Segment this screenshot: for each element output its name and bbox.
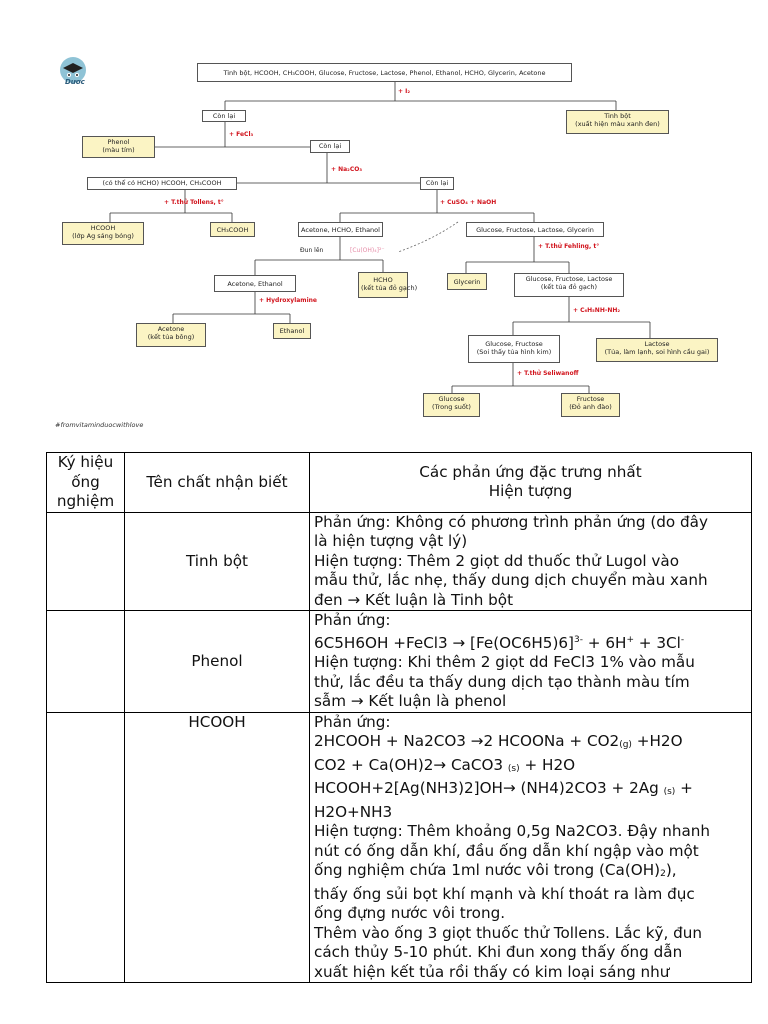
reaction-cell: Phản ứng: 6C5H6OH +FeCl3 → $[Fe(OC6H5)6]^{3-} + 6H^+ + 3Cl^-$ Hiện tượng: Khi thêm 2 giọt dd FeCl3 1% vào mẫu thử, lắc đều ta thấy dung dịch tạo thành màu tím sẫm → Kết luận là phenol bbox=[310, 611, 752, 713]
conlai-2-box: Còn lại bbox=[310, 140, 350, 153]
reagent-fecl3: + FeCl₃ bbox=[229, 131, 254, 138]
ch3cooh-result-box: CH₃COOH bbox=[210, 222, 255, 237]
glucose-result-box: Glucose (Trong suốt) bbox=[423, 393, 480, 417]
substance-cell: HCOOH bbox=[125, 712, 310, 983]
fructose-result-box: Fructose (Đỏ anh đào) bbox=[561, 393, 620, 417]
ethanol-result-box: Ethanol bbox=[273, 323, 311, 339]
table-row bbox=[47, 512, 752, 611]
acetone-hcho-ethanol-box: Acetone, HCHO, Ethanol bbox=[298, 222, 383, 237]
copper-complex-label: [Cu(OH)₄]²⁻ bbox=[350, 247, 385, 254]
glucose-fructose-lactose-box: Glucose, Fructose, Lactose (kết tủa đỏ gạch) bbox=[514, 273, 624, 297]
substance-cell: Tinh bột bbox=[125, 512, 310, 611]
tube-cell bbox=[47, 611, 125, 713]
phenol-result-box: Phenol (màu tím) bbox=[82, 136, 155, 158]
reaction-cell: Phản ứng: 2HCOOH + Na2CO3 →2 HCOONa + $CO2_{(g)} +H2O$ CO2 + Ca(OH)2→ CaCO3 $_{(s)}$ + H2O HCOOH+2[Ag(NH3)2]OH→ (NH4)2CO3 + 2Ag $_{(s)}$ + H2O+NH3 Hiện tượng: Thêm khoảng 0,5g Na2CO3. Đậy nhanh nút có ống dẫn khí, đầu ống dẫn khí ngập vào một ống nghiệm chứa 1ml nước vôi trong $(Ca(OH)_2)$, thấy ống sủi bọt khí mạnh và khí thoát ra làm đục ống đựng nước vôi trong. Thêm vào ống 3 giọt thuốc thử Tollens. Lắc kỹ, đun cách thủy 5-10 phút. Khi đun xong thấy ống dẫn xuất hiện kết tủa rồi thấy có kim loại sáng như bbox=[310, 712, 752, 983]
heat-label: Đun lên bbox=[300, 247, 324, 254]
reagent-cuso4-naoh: + CuSO₄ + NaOH bbox=[440, 199, 497, 206]
header-tube-symbol: Ký hiệu ống nghiệm bbox=[47, 453, 125, 513]
glycerin-result-box: Glycerin bbox=[447, 273, 487, 290]
conlai-3-box: Còn lại bbox=[420, 177, 454, 190]
reagent-hydroxylamine: + Hydroxylamine bbox=[259, 297, 317, 304]
sugar-glycerin-box: Glucose, Fructose, Lactose, Glycerin bbox=[466, 222, 604, 237]
root-box: Tinh bột, HCOOH, CH₃COOH, Glucose, Fructose, Lactose, Phenol, Ethanol, HCHO, Glycerin, Acetone bbox=[197, 63, 572, 82]
reaction-table bbox=[46, 452, 752, 983]
table-header-row bbox=[47, 453, 752, 513]
reagent-tollens: + T.thử Tollens, t° bbox=[164, 199, 224, 206]
substance-cell: Phenol bbox=[125, 611, 310, 713]
reagent-i2: + I₂ bbox=[398, 88, 410, 95]
hashtag-footer: #fromvitaminduocwithlove bbox=[55, 421, 144, 429]
acetone-ethanol-box: Acetone, Ethanol bbox=[214, 275, 296, 292]
hcooh-result-box: HCOOH (lớp Ag sáng bóng) bbox=[62, 222, 144, 245]
identification-flowchart bbox=[0, 0, 768, 440]
conlai-1-box: Còn lại bbox=[202, 110, 246, 122]
glucose-fructose-box: Glucose, Fructose (Soi thấy tủa hình kim) bbox=[468, 335, 560, 363]
header-reactions: Các phản ứng đặc trưng nhất Hiện tượng bbox=[310, 453, 752, 513]
reagent-seliwanoff: + T.thử Seliwanoff bbox=[517, 370, 579, 377]
lactose-result-box: Lactose (Tủa, làm lạnh, soi hình cầu gai) bbox=[596, 338, 718, 362]
reagent-fehling: + T.thử Fehling, t° bbox=[538, 243, 600, 250]
tube-cell bbox=[47, 712, 125, 983]
table-row bbox=[47, 611, 752, 713]
hcho-result-box: HCHO (kết tủa đỏ gạch) bbox=[358, 272, 408, 298]
tinh-bot-result-box: Tinh bột (xuất hiện màu xanh đen) bbox=[566, 110, 669, 134]
logo bbox=[55, 56, 91, 88]
reagent-phenylhydrazine: + C₆H₅NH-NH₂ bbox=[573, 307, 621, 314]
tube-cell bbox=[47, 512, 125, 611]
header-substance: Tên chất nhận biết bbox=[125, 453, 310, 513]
acetone-result-box: Acetone (kết tủa bông) bbox=[136, 323, 206, 347]
table-row bbox=[47, 712, 752, 983]
reagent-na2co3: + Na₂CO₃ bbox=[331, 166, 362, 173]
reaction-cell: Phản ứng: Không có phương trình phản ứng (do đây là hiện tượng vật lý) Hiện tượng: Thêm 2 giọt dd thuốc thử Lugol vào mẫu thử, lắc nhẹ, thấy dung dịch chuyển màu xanh đen → Kết luận là Tinh bột bbox=[310, 512, 752, 611]
logo-text: Dươc bbox=[65, 78, 85, 86]
acid-group-box: (có thể có HCHO) HCOOH, CH₃COOH bbox=[87, 177, 237, 190]
